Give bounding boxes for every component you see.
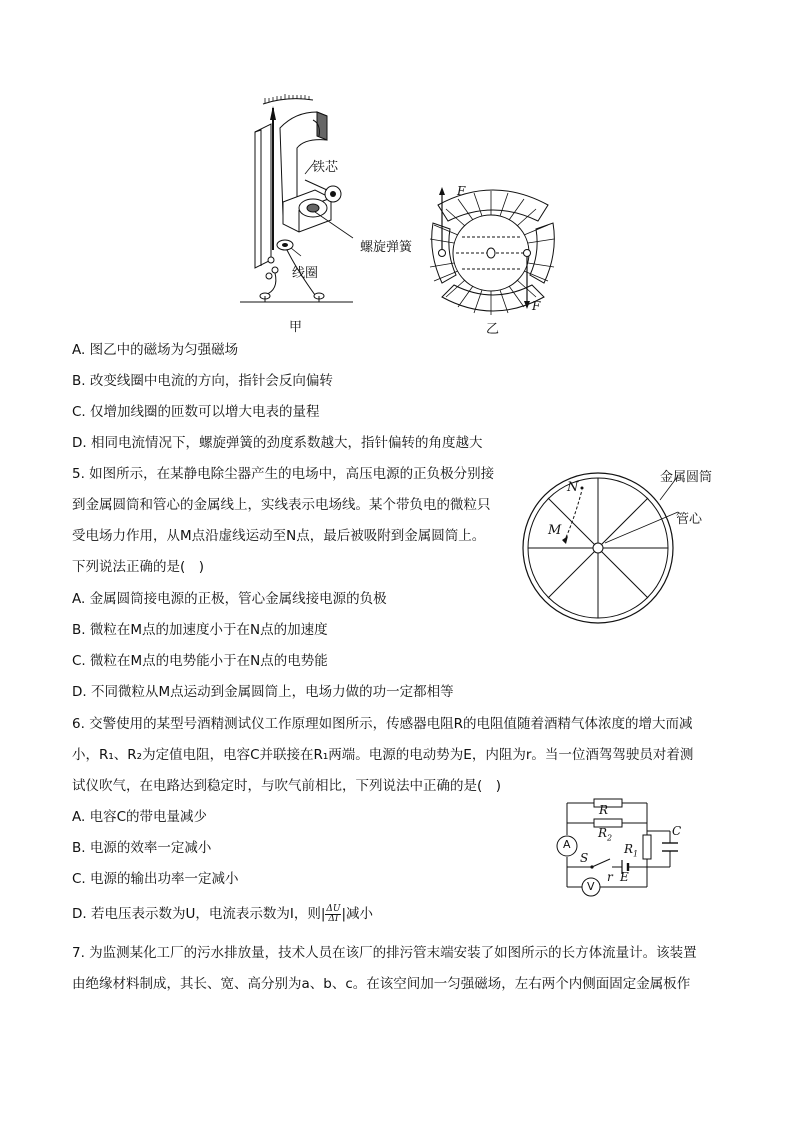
q5-option-a: A. 金属圆筒接电源的正极，管心金属线接电源的负极	[72, 591, 387, 607]
label-metal-cylinder: 金属圆筒	[660, 470, 713, 485]
q4-option-a: A. 图乙中的磁场为匀强磁场	[72, 342, 239, 358]
caption-jia: 甲	[289, 320, 303, 335]
delta-fraction	[325, 905, 341, 924]
circuit-label-r1	[624, 842, 638, 858]
caption-yi: 乙	[486, 322, 500, 337]
q6-option-d-prefix: D. 若电压表示数为U，电流表示数为I，则|	[72, 906, 326, 922]
q5-stem-line-2: 到金属圆筒和管心的金属线上，实线表示电场线。某个带负电的微粒只	[72, 497, 491, 513]
delta-fraction-den: ΔI	[328, 913, 339, 924]
circuit-label-r1-sub: 1	[633, 849, 639, 859]
circuit-label-c: C	[672, 824, 682, 838]
q6-stem-line-2: 小，R₁、R₂为定值电阻，电容C并联接在R₁两端。电源的电动势为E，内阻为r。当一位酒驾驾驶员对着测	[72, 747, 694, 763]
label-coil: 线圈	[292, 266, 319, 281]
q4-option-c: C. 仅增加线圈的匝数可以增大电表的量程	[72, 404, 320, 420]
q6-option-c: C. 电源的输出功率一定减小	[72, 871, 239, 887]
q7-stem-line-1: 7. 为监测某化工厂的污水排放量，技术人员在该厂的排污管末端安装了如图所示的长方体流量计。该装置	[72, 945, 697, 961]
circuit-label-r2-sub: 2	[607, 833, 613, 843]
ammeter-icon: A	[563, 838, 571, 851]
delta-fraction-num: ΔU	[326, 903, 341, 914]
q5-stem-line-4: 下列说法正确的是( )	[72, 559, 205, 575]
galvanometer-figure	[235, 90, 375, 320]
q6-option-d	[72, 902, 373, 926]
label-pipe-core: 管心	[676, 512, 703, 527]
q6-option-a: A. 电容C的带电量减少	[72, 809, 208, 825]
force-label-bottom: F	[532, 299, 541, 313]
voltmeter-icon: V	[587, 880, 595, 893]
label-iron-core: 铁芯	[312, 160, 339, 175]
q6-option-d-suffix: |减小	[341, 906, 374, 922]
q4-option-d: D. 相同电流情况下，螺旋弹簧的劲度系数越大，指针偏转的角度越大	[72, 435, 483, 451]
q5-stem-line-1: 5. 如图所示，在某静电除尘器产生的电场中，高压电源的正负极分别接	[72, 466, 495, 482]
circuit-label-e: E	[620, 870, 629, 884]
q5-option-c: C. 微粒在M点的电势能小于在N点的电势能	[72, 653, 328, 669]
circuit-label-r2-main: R	[598, 826, 608, 840]
circuit-diagram	[552, 795, 692, 905]
precipitator-figure	[520, 470, 680, 630]
force-label-top: F	[457, 184, 466, 198]
q5-option-b: B. 微粒在M点的加速度小于在N点的加速度	[72, 622, 328, 638]
circuit-label-r: R	[599, 803, 609, 817]
q6-stem-line-1: 6. 交警使用的某型号酒精测试仪工作原理如图所示，传感器电阻R的电阻值随着酒精气体浓度的增大而减	[72, 716, 693, 732]
q6-option-b: B. 电源的效率一定减小	[72, 840, 212, 856]
q5-stem-line-3: 受电场力作用，从M点沿虚线运动至N点，最后被吸附到金属圆筒上。	[72, 528, 486, 544]
q6-stem-line-3: 试仪吹气，在电路达到稳定时，与吹气前相比，下列说法中正确的是( )	[72, 778, 502, 794]
label-spiral-spring: 螺旋弹簧	[360, 240, 413, 255]
circuit-label-r2	[598, 826, 612, 842]
circuit-label-s: S	[580, 851, 589, 865]
q5-option-d: D. 不同微粒从M点运动到金属圆筒上，电场力做的功一定都相等	[72, 684, 454, 700]
q7-stem-line-2: 由绝缘材料制成，其长、宽、高分别为a、b、c。在该空间加一匀强磁场，左右两个内侧面固定金属板作	[72, 976, 691, 992]
label-point-n: N	[567, 480, 579, 495]
q4-option-b: B. 改变线圈中电流的方向，指针会反向偏转	[72, 373, 333, 389]
label-point-m: M	[548, 523, 562, 538]
circuit-label-r-internal: r	[607, 870, 613, 884]
radial-field-figure	[428, 185, 558, 315]
circuit-label-r1-main: R	[624, 842, 634, 856]
